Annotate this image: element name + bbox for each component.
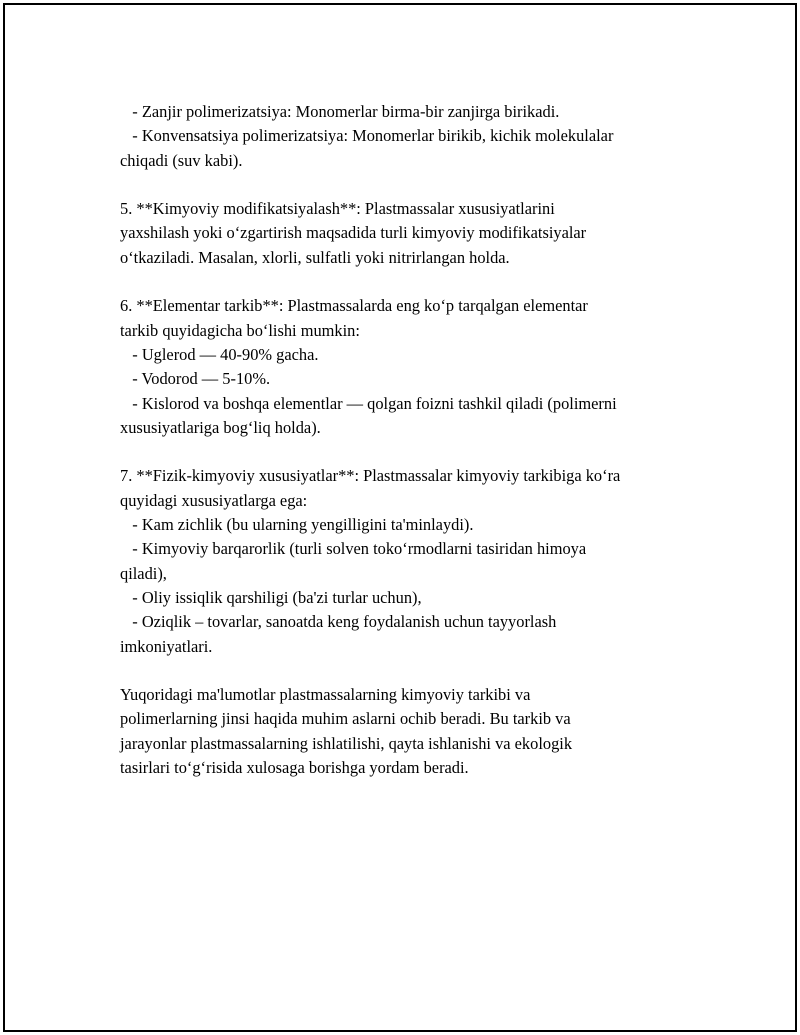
paragraph-conclusion [120, 683, 700, 780]
text-line: - Konvensatsiya polimerizatsiya: Monomerlar birikib, kichik molekulalar [120, 126, 614, 146]
paragraph-polymerization-types [120, 100, 700, 173]
text-line: yaxshilash yoki o‘zgartirish maqsadida turli kimyoviy modifikatsiyalar [120, 223, 587, 243]
text-line: polimerlarning jinsi haqida muhim aslarni ochib beradi. Bu tarkib va [120, 709, 571, 729]
text-line: 7. **Fizik-kimyoviy xususiyatlar**: Plastmassalar kimyoviy tarkibiga ko‘ra [120, 466, 621, 486]
text-line: 5. **Kimyoviy modifikatsiyalash**: Plastmassalar xususiyatlarini [120, 199, 555, 219]
paragraph-gap [120, 173, 700, 197]
text-line: tarkib quyidagicha bo‘lishi mumkin: [120, 320, 360, 340]
text-line: - Zanjir polimerizatsiya: Monomerlar birma-bir zanjirga birikadi. [120, 102, 560, 121]
paragraph-gap [120, 440, 700, 464]
text-line: 6. **Elementar tarkib**: Plastmassalarda eng ko‘p tarqalgan elementar [120, 296, 588, 316]
text-line: quyidagi xususiyatlarga ega: [120, 490, 308, 510]
text-line: xususiyatlariga bog‘liq holda). [120, 417, 321, 437]
text-line: - Uglerod — 40-90% gacha. [120, 344, 319, 364]
text-line: chiqadi (suv kabi). [120, 150, 243, 170]
text-line: - Kam zichlik (bu ularning yengilligini ta'minlaydi). [120, 515, 474, 535]
text-line: - Oziqlik – tovarlar, sanoatda keng foydalanish uchun tayyorlash [120, 612, 557, 632]
text-line: tasirlari to‘g‘risida xulosaga borishga yordam beradi. [120, 758, 469, 778]
document-body [120, 100, 700, 780]
paragraph-gap [120, 270, 700, 294]
document-page [3, 3, 797, 1032]
text-line: qiladi), [120, 563, 167, 583]
text-line: - Vodorod — 5-10%. [120, 369, 271, 389]
text-line: - Kimyoviy barqarorlik (turli solven toko‘rmodlarni tasiridan himoya [120, 539, 587, 559]
text-line: jarayonlar plastmassalarning ishlatilishi, qayta ishlanishi va ekologik [120, 733, 573, 753]
paragraph-elemental-composition [120, 294, 700, 440]
text-line: o‘tkaziladi. Masalan, xlorli, sulfatli yoki nitrirlangan holda. [120, 247, 510, 267]
text-line: - Kislorod va boshqa elementlar — qolgan foizni tashkil qiladi (polimerni [120, 393, 617, 413]
text-line: - Oliy issiqlik qarshiligi (ba'zi turlar uchun), [120, 587, 422, 607]
paragraph-chemical-modification [120, 197, 700, 270]
paragraph-gap [120, 659, 700, 683]
paragraph-physicochemical-properties [120, 464, 700, 658]
text-line: imkoniyatlari. [120, 636, 213, 656]
text-line: Yuqoridagi ma'lumotlar plastmassalarning kimyoviy tarkibi va [120, 685, 531, 705]
